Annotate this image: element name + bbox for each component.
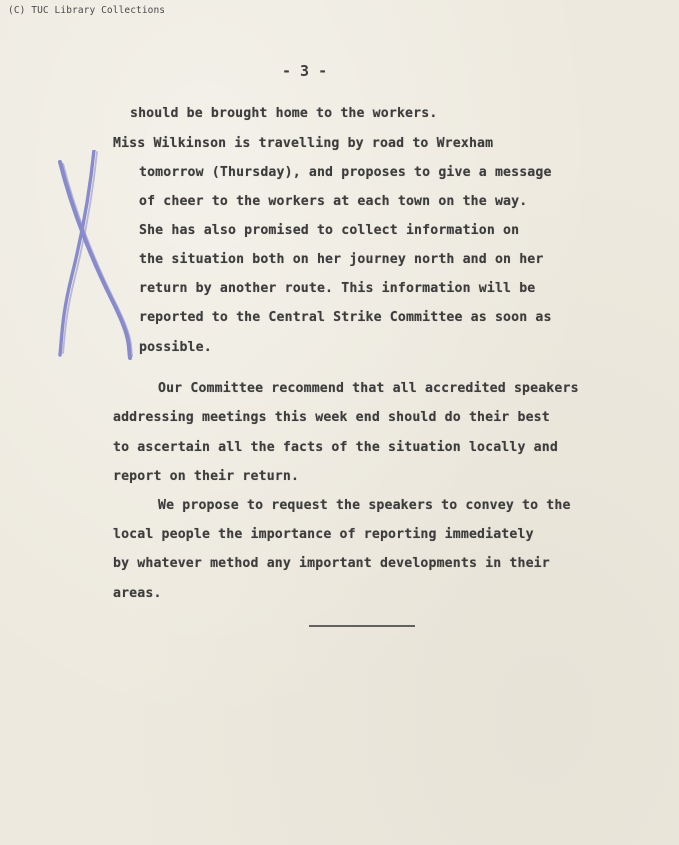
closing-rule <box>309 625 415 627</box>
text-line: areas. <box>113 586 162 601</box>
text-line: possible. <box>139 340 212 355</box>
text-line: We propose to request the speakers to convey to the <box>158 498 571 513</box>
text-line: She has also promised to collect information on <box>139 223 520 238</box>
text-line: to ascertain all the facts of the situation locally and <box>113 440 558 455</box>
copyright-watermark: (C) TUC Library Collections <box>8 5 166 16</box>
text-line: Miss Wilkinson is travelling by road to Wrexham <box>113 136 494 151</box>
pencil-x-mark-icon <box>50 150 140 365</box>
text-line: the situation both on her journey north and on her <box>139 252 544 267</box>
text-line: of cheer to the workers at each town on the way. <box>139 194 528 209</box>
text-line: reported to the Central Strike Committee as soon as <box>139 310 552 325</box>
text-line: should be brought home to the workers. <box>130 106 438 121</box>
text-line: addressing meetings this week end should do their best <box>113 410 550 425</box>
text-line: local people the importance of reporting immediately <box>113 527 534 542</box>
text-line: report on their return. <box>113 469 300 484</box>
text-line: Our Committee recommend that all accredited speakers <box>158 381 579 396</box>
text-line: by whatever method any important developments in their <box>113 556 550 571</box>
text-line: tomorrow (Thursday), and proposes to give a message <box>139 165 552 180</box>
text-line: return by another route. This information will be <box>139 281 536 296</box>
page-number: - 3 - <box>282 62 328 80</box>
